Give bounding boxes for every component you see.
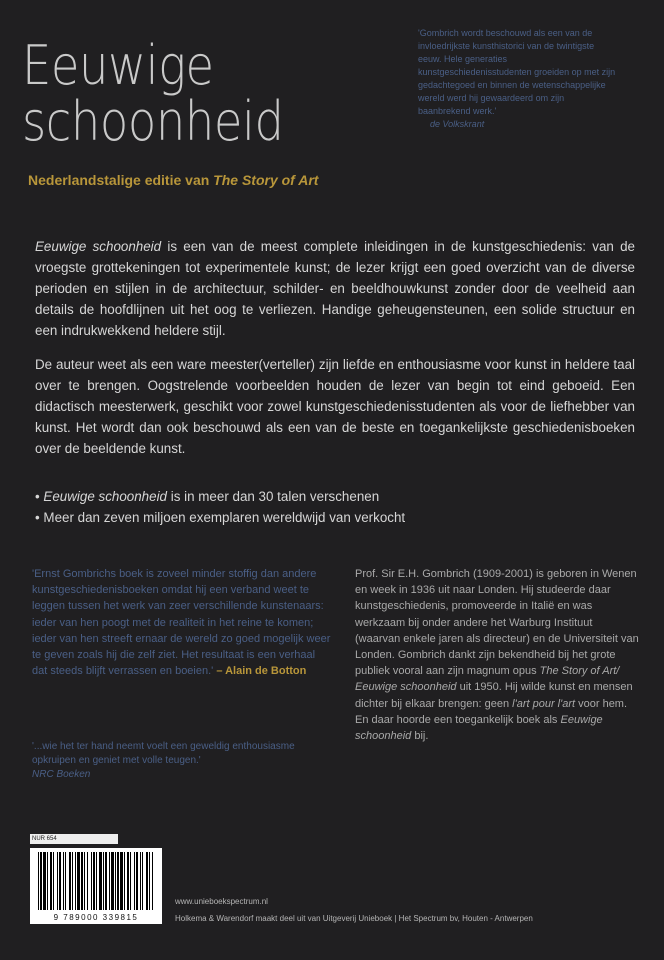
review-quote-nrc-text: '...wie het ter hand neemt voelt een geweldig enthousiasme opkruipen en geniet met volle teugen.' (32, 741, 295, 766)
barcode-bar (103, 852, 104, 910)
review-quote-nrc-source: NRC Boeken (32, 769, 91, 780)
barcode-bar (84, 852, 85, 910)
review-quote-botton (32, 566, 332, 679)
barcode-bar (115, 852, 116, 910)
barcode-bar (47, 852, 48, 910)
barcode-bar (140, 852, 141, 910)
barcode-bar (69, 852, 71, 910)
publisher-url[interactable]: www.unieboekspectrum.nl (175, 897, 268, 906)
barcode-bar (81, 852, 83, 910)
barcode-bar (96, 852, 97, 910)
barcode-bar (142, 852, 143, 910)
author-biography: Prof. Sir E.H. Gombrich (1909-2001) is geboren in Wenen en week in 1936 uit naar Londen. Hij studeerde daar kunstgeschiedenis, promoveerde in Italië en was werkzaam bij onder andere het Warburg Instituut (waarvan enkele jaren als directeur) en de Universiteit van Londen. Gombrich dankt zijn bekendheid bij het grote publiek vooral aan zijn magnum opus The Story of Art/ Eeuwige schoonheid uit 1950. Hij wilde kunst en mensen dichter bij elkaar brengen: geen l'art pour l'art voor hem. En daar hoorde een toegankelijk boek als Eeuwige schoonheid bij. (355, 568, 639, 743)
feature-item-languages: • Eeuwige schoonheid is in meer dan 30 talen verschenen (35, 486, 635, 507)
review-quote-top-text: 'Gombrich wordt beschouwd als een van de invloedrijkste kunsthistorici van de twintigste eeuw. Hele generaties kunstgeschiedenisstudenten groeiden op met zijn gedachtegoed en binnen de wetenschappelijke wereld werd hij gewaardeerd om zijn baanbrekend werk.' (418, 28, 616, 116)
barcode-bar (40, 852, 42, 910)
barcode-bar (57, 852, 58, 910)
title-line-2: schoonheid (22, 90, 284, 153)
barcode-bar (50, 852, 52, 910)
barcode-bar (111, 852, 114, 910)
barcode-bar (105, 852, 107, 910)
barcode-bar (127, 852, 129, 910)
barcode-bar (63, 852, 64, 910)
publisher-line: Holkema & Warendorf maakt deel uit van Uitgeverij Unieboek | Het Spectrum bv, Houten - Antwerpen (175, 914, 533, 923)
barcode-bar (149, 852, 150, 910)
barcode-bar (53, 852, 54, 910)
barcode-bar (77, 852, 80, 910)
barcode-bar (38, 852, 39, 910)
barcode-bar (65, 852, 66, 910)
barcode-bar (72, 852, 73, 910)
intro-text: is een van de meest complete inleidingen in de kunstgeschiedenis: van de vroegste grottekeningen tot experimentele kunst; de lezer krijgt een goed overzicht van de diverse perioden en stijlen in de architectuur, schilder- en beeldhouwkunst zonder door de veelheid aan details de hoofdlijnen uit het oog te verliezen. Handige geheugensteunen, een solide structuur en een indrukwekkend heldere stijl. (35, 239, 635, 338)
barcode-bars (38, 852, 154, 910)
barcode-bar (146, 852, 148, 910)
barcode-bar (99, 852, 102, 910)
review-quote-botton-author: – Alain de Botton (216, 665, 307, 678)
barcode-bar (124, 852, 125, 910)
barcode-bar (109, 852, 110, 910)
barcode-bar (91, 852, 92, 910)
barcode-bar (93, 852, 95, 910)
barcode-bar (43, 852, 46, 910)
barcode-bar (120, 852, 123, 910)
review-quote-botton-text: 'Ernst Gombrichs boek is zoveel minder stoffig dan andere kunstgeschiedenisboeken omdat hij een verband weet te leggen tussen het werk van zeer verschillende kunstenaars: ieder van hen poogt met de realiteit in het reine te komen; ieder van hen streeft ernaar de wereld zo goed mogelijk weer te geven zoals hij die zelf ziet. Het resultaat is een verhaal dat steeds blijft verrassen en boeien.' (32, 568, 331, 678)
feature-list (35, 486, 635, 528)
barcode-bar (117, 852, 119, 910)
barcode-bar (59, 852, 61, 910)
barcode-bar (136, 852, 138, 910)
subtitle-prefix: Nederlandstalige editie van (28, 172, 214, 188)
subtitle (28, 172, 318, 188)
review-quote-top-source: de Volkskrant (430, 119, 485, 129)
isbn-number: 9 789000 339815 (53, 913, 139, 922)
feature-item-title: Eeuwige schoonheid (43, 489, 168, 504)
barcode-bar (87, 852, 88, 910)
nur-code: NUR 654 (30, 834, 118, 844)
barcode-bar (75, 852, 76, 910)
barcode-bar (130, 852, 131, 910)
intro-paragraph (35, 236, 635, 341)
body-paragraph: De auteur weet als een ware meester(verteller) zijn liefde en enthousiasme voor kunst in heldere taal over te brengen. Oogstrelende voorbeelden houden de lezer van begin tot eind geboeid. Een didactisch meesterwerk, geschikt voor zowel kunstgeschiedenisstudenten als voor de liefhebber van kunst. Het wordt dan ook beschouwd als een van de beste en toegankelijkste geschiedenisboeken over de beeldende kunst. (35, 357, 635, 456)
book-title (22, 34, 284, 153)
title-line-1: Eeuwige (22, 34, 214, 97)
review-quote-nrc (32, 740, 332, 782)
barcode-bar (134, 852, 135, 910)
review-quote-top (418, 27, 618, 131)
barcode-bar (152, 852, 153, 910)
feature-item-copies: • Meer dan zeven miljoen exemplaren wereldwijd van verkocht (35, 507, 635, 528)
subtitle-work: The Story of Art (213, 172, 319, 188)
isbn-barcode (30, 848, 162, 924)
intro-title: Eeuwige schoonheid (35, 239, 162, 254)
